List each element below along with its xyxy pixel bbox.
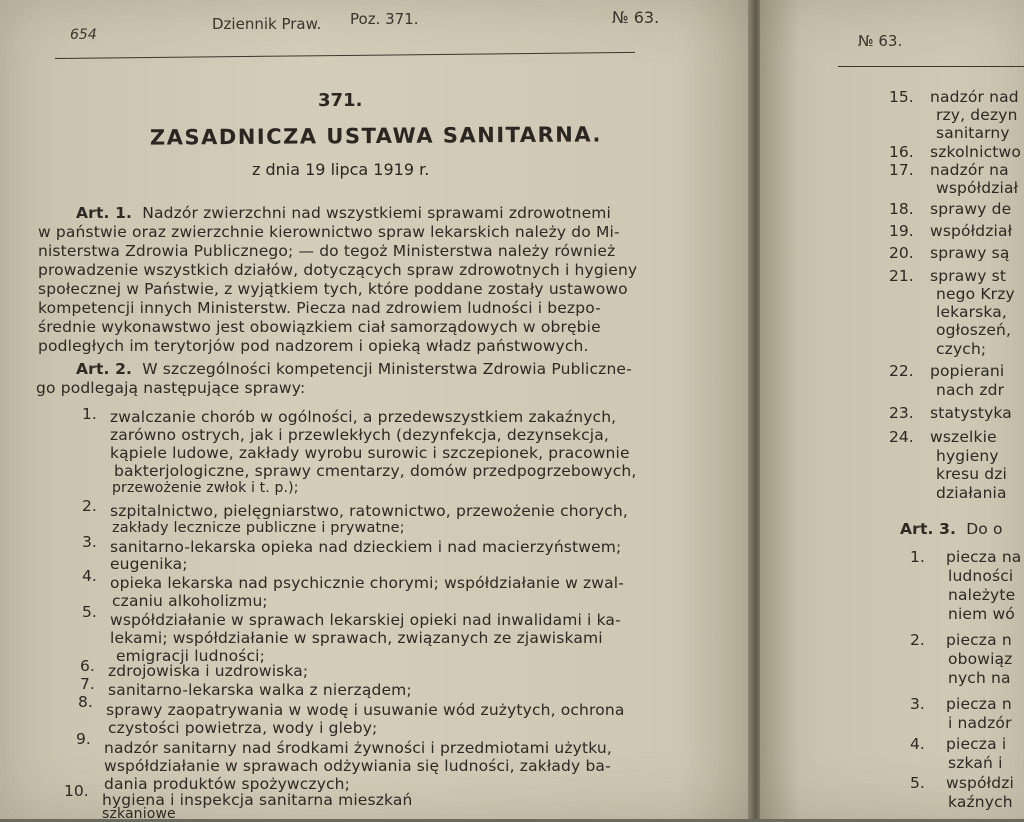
list-item-number: 9. bbox=[76, 730, 91, 748]
article-1-line: Nadzór zwierzchni nad wszystkiemi sprawami zdrowotnemi bbox=[142, 204, 611, 222]
article-1-line: średnie wykonawstwo jest obowiązkiem ciał samorządowych w obrębie bbox=[38, 318, 601, 336]
right-list-number: 15. bbox=[889, 88, 914, 106]
right-list-line: sprawy de bbox=[930, 200, 1012, 218]
list-item-number: 10. bbox=[64, 782, 89, 800]
list-item-line: zwalczanie chorób w ogólności, a przedewszystkiem zakaźnych, bbox=[110, 408, 617, 426]
list-item-line: hygiena i inspekcja sanitarna mieszkań bbox=[102, 791, 413, 809]
right-list-number: 16. bbox=[889, 143, 914, 161]
list-item-line: czaniu alkoholizmu; bbox=[112, 592, 268, 610]
list-item-line: emigracji ludności; bbox=[116, 647, 265, 665]
right-list-line: statystyka bbox=[930, 404, 1012, 422]
list-item-line: współdziałanie w sprawach lekarskiej opieki nad inwalidami i ka- bbox=[110, 611, 621, 629]
right-list-line: wszelkie bbox=[930, 428, 997, 446]
list-item-line: sanitarno-lekarska opieka nad dzieckiem i nad macierzyństwem; bbox=[110, 538, 622, 556]
right-issue-number: № 63. bbox=[858, 32, 903, 50]
article-1-line: podległych im terytorjów pod nadzorem i opieką władz państwowych. bbox=[38, 337, 589, 355]
article-3-label: Art. 3. bbox=[900, 520, 957, 538]
act-number: 371. bbox=[318, 90, 363, 111]
act-date: z dnia 19 lipca 1919 r. bbox=[252, 160, 430, 179]
article-1-line: prowadzenie wszystkich działów, dotyczących spraw zdrowotnych i hygieny bbox=[38, 261, 638, 279]
right-list-line: sprawy st bbox=[930, 267, 1007, 285]
issue-number: № 63. bbox=[612, 8, 660, 27]
right-list-line: działania bbox=[936, 484, 1007, 502]
list-item-line: opieka lekarska nad psychicznie chorymi; współdziałanie w zwal- bbox=[110, 574, 624, 592]
list-item-line: szkaniowe bbox=[102, 806, 176, 822]
right-list-number: 18. bbox=[889, 200, 914, 218]
list-item-line: bakterjologiczne, sprawy cmentarzy, domów przedpogrzebowych, bbox=[114, 462, 637, 480]
article-1-line: społecznej w Państwie, z wyjątkiem tych, które poddane zostały ustawowo bbox=[38, 280, 628, 298]
right-header-rule bbox=[838, 66, 1024, 67]
list-item-line: szpitalnictwo, pielęgniarstwo, ratownictwo, przewożenie chorych, bbox=[110, 502, 628, 520]
list-item-line: lekami; współdziałanie w sprawach, związanych ze zjawiskami bbox=[110, 629, 603, 647]
list-item-number: 6. bbox=[80, 657, 95, 675]
article-3-item-number: 1. bbox=[910, 548, 925, 566]
article-3-item-number: 2. bbox=[910, 631, 925, 649]
right-list-line: rzy, dezyn bbox=[936, 106, 1018, 124]
list-item-line: zarówno ostrych, jak i przewlekłych (dezynfekcja, dezynsekcja, bbox=[110, 426, 609, 444]
list-item-number: 7. bbox=[80, 675, 95, 693]
right-list-number: 21. bbox=[889, 267, 914, 285]
right-list-line: kresu dzi bbox=[936, 465, 1008, 483]
list-item-number: 8. bbox=[78, 693, 93, 711]
article-3-item-line: piecza n bbox=[946, 695, 1012, 713]
article-3-item-number: 4. bbox=[910, 735, 925, 753]
list-item-line: sanitarno-lekarska walka z nierządem; bbox=[108, 681, 412, 699]
list-item-line: dania produktów spożywczych; bbox=[104, 775, 351, 793]
list-item-number: 1. bbox=[82, 405, 97, 423]
right-list-line: szkolnictwo bbox=[930, 143, 1021, 161]
list-item-number: 4. bbox=[82, 567, 97, 585]
article-3-item-line: obowiąz bbox=[948, 650, 1013, 668]
right-list-line: hygieny bbox=[936, 447, 999, 465]
right-list-line: nego Krzy bbox=[936, 285, 1015, 303]
list-item-line: przewożenie zwłok i t. p.); bbox=[112, 480, 299, 496]
list-item-line: nadzór sanitarny nad środkami żywności i przedmiotami użytku, bbox=[104, 739, 612, 757]
list-item-line: zakłady lecznicze publiczne i prywatne; bbox=[112, 520, 405, 536]
right-list-line: lekarska, bbox=[936, 303, 1007, 321]
article-2-line: go podlegają następujące sprawy: bbox=[36, 379, 306, 397]
right-list-number: 22. bbox=[889, 362, 914, 380]
right-list-line: współdział bbox=[930, 222, 1013, 240]
list-item-line: czystości powietrza, wody i gleby; bbox=[108, 719, 378, 737]
list-item-line: eugenika; bbox=[110, 555, 188, 573]
list-item-line: kąpiele ludowe, zakłady wyrobu surowic i szczepionek, pracownie bbox=[110, 444, 630, 462]
article-3-item-number: 3. bbox=[910, 695, 925, 713]
list-item-number: 3. bbox=[82, 533, 97, 551]
right-list-number: 19. bbox=[889, 222, 914, 240]
article-1-label: Art. 1. bbox=[76, 204, 133, 222]
article-1-line: kompetencji innych Ministerstw. Piecza nad zdrowiem ludności i bezpo- bbox=[38, 299, 601, 317]
act-title: ZASADNICZA USTAWA SANITARNA. bbox=[149, 122, 603, 150]
right-list-number: 23. bbox=[889, 404, 914, 422]
position-number: Poz. 371. bbox=[350, 10, 419, 28]
right-list-line: nadzór na bbox=[930, 161, 1009, 179]
right-list-number: 24. bbox=[889, 428, 914, 446]
right-list-number: 17. bbox=[889, 161, 914, 179]
list-item-line: sprawy zaopatrywania w wodę i usuwanie wód zużytych, ochrona bbox=[106, 701, 625, 719]
right-list-line: nach zdr bbox=[936, 381, 1005, 399]
article-1-line: w państwie oraz zwierzchnie kierownictwo spraw lekarskich należy do Mi- bbox=[38, 223, 620, 241]
right-list-line: czych; bbox=[936, 340, 987, 358]
article-3-item-line: piecza i bbox=[946, 735, 1007, 753]
right-list-line: ogłoszeń, bbox=[936, 321, 1012, 339]
right-list-line: współdział bbox=[936, 179, 1019, 197]
list-item-number: 2. bbox=[82, 497, 97, 515]
page-number: 654 bbox=[70, 27, 97, 43]
article-3-item-line: szkań i bbox=[948, 754, 1003, 772]
article-1-line: nisterstwa Zdrowia Publicznego; — do tegoż Ministerstwa należy również bbox=[38, 242, 616, 260]
list-item-line: współdziałanie w sprawach odżywiania się ludności, zakłady ba- bbox=[104, 757, 611, 775]
right-list-line: sprawy są bbox=[930, 244, 1010, 262]
journal-name: Dziennik Praw. bbox=[212, 15, 322, 33]
article-2-line: W szczególności kompetencji Ministerstwa Zdrowia Publiczne- bbox=[142, 360, 632, 378]
article-3-item-line: kaźnych bbox=[948, 793, 1013, 811]
article-3-item-line: niem wó bbox=[948, 605, 1015, 623]
list-item-line: zdrojowiska i uzdrowiska; bbox=[108, 662, 309, 680]
right-list-line: nadzór nad bbox=[930, 88, 1019, 106]
right-list-line: popierani bbox=[930, 362, 1005, 380]
article-3-item-line: należyte bbox=[948, 586, 1016, 604]
article-3-item-line: nych na bbox=[948, 669, 1011, 687]
article-3-text: Do o bbox=[966, 520, 1003, 538]
list-item-number: 5. bbox=[82, 603, 97, 621]
article-3-item-line: ludności bbox=[948, 567, 1014, 585]
right-list-number: 20. bbox=[889, 244, 914, 262]
right-list-line: sanitarny bbox=[936, 124, 1010, 142]
article-3-item-line: i nadzór bbox=[948, 714, 1012, 732]
article-2-label: Art. 2. bbox=[76, 360, 133, 378]
article-3-item-line: piecza na bbox=[946, 548, 1022, 566]
article-3-item-number: 5. bbox=[910, 774, 925, 792]
article-3-item-line: współdzi bbox=[946, 774, 1014, 792]
article-3-item-line: piecza n bbox=[946, 631, 1012, 649]
